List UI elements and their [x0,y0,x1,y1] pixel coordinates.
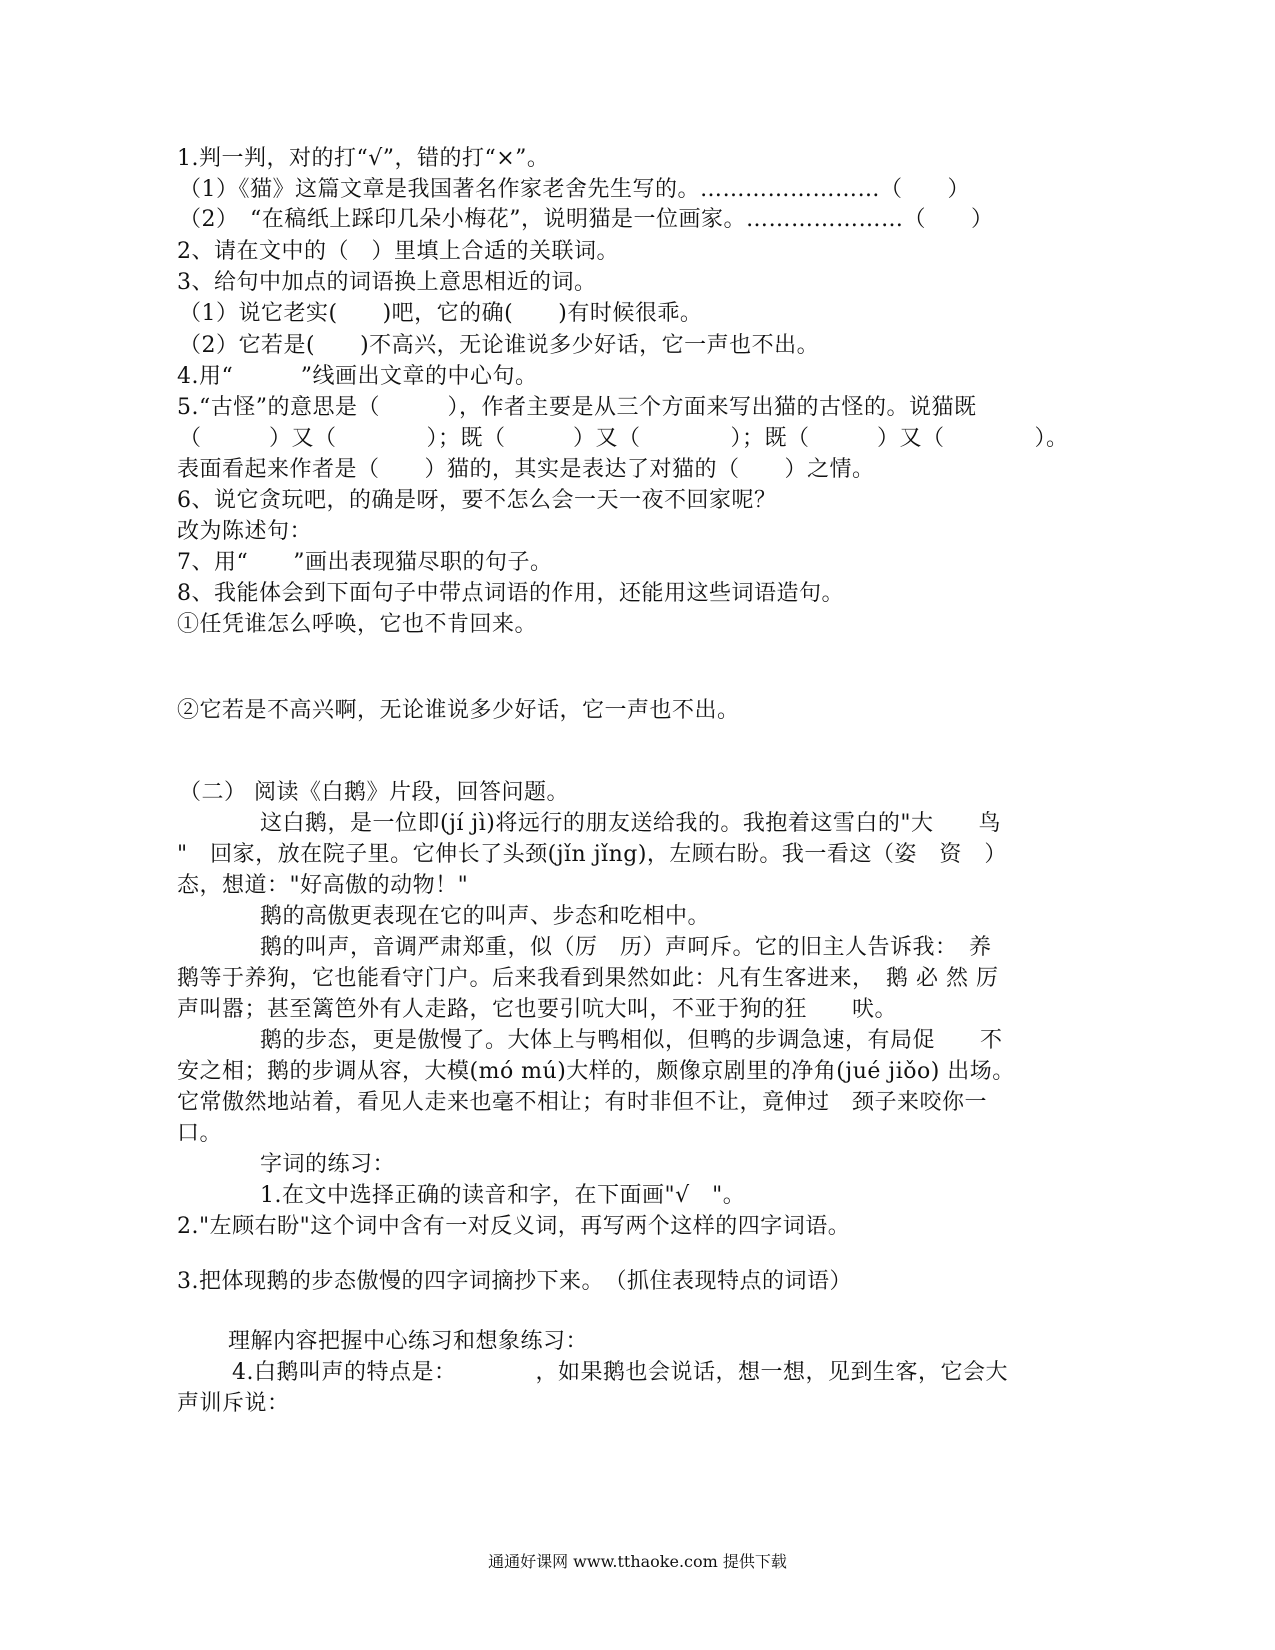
question-6-instruction: 改为陈述句： [177,519,313,544]
question-4: 4.用“ ”线画出文章的中心句。 [177,364,538,389]
comprehension-4-line-1: 4.白鹅叫声的特点是： ，如果鹅也会说话，想一想，见到生客，它会大 [232,1360,1008,1385]
passage-line-7: 声叫嚣；甚至篱笆外有人走路，它也要引吭大叫，不亚于狗的狂 吠。 [177,997,898,1022]
question-6: 6、说它贪玩吧，的确是呀，要不怎么会一天一夜不回家呢？ [177,488,777,513]
question-1-heading: 1.判一判，对的打“√”，错的打“×”。 [177,146,550,171]
passage-line-10: 它常傲然地站着，看见人走来也毫不相让；有时非但不让，竟伸过 颈子来咬你一 [177,1090,988,1115]
question-5-line-2: （ ）又（ ）；既（ ）又（ ）；既（ ）又（ ）。 [179,426,1069,451]
word-exercise-heading: 字词的练习： [260,1152,396,1177]
section-2-heading: （二） 阅读《白鹅》片段，回答问题。 [179,780,569,805]
word-exercise-1: 1.在文中选择正确的读音和字，在下面画"√ "。 [260,1183,746,1208]
question-2: 2、请在文中的（ ）里填上合适的关联词。 [177,239,619,264]
passage-line-5: 鹅的叫声，音调严肃郑重，似（厉 历）声呵斥。它的旧主人告诉我： 养 [260,935,992,960]
passage-line-4: 鹅的高傲更表现在它的叫声、步态和吃相中。 [260,904,711,929]
passage-line-2: " 回家，放在院子里。它伸长了头颈(jǐn jǐng)，左顾右盼。我一看这（姿 资 ） [177,842,1007,867]
word-exercise-2: 2."左顾右盼"这个词中含有一对反义词，再写两个这样的四字词语。 [177,1214,851,1239]
question-5-line-3: 表面看起来作者是（ ）猫的，其实是表达了对猫的（ ）之情。 [177,457,875,482]
footer-credit: 通通好课网 www.tthaoke.com 提供下载 [488,1552,787,1571]
question-5-line-1: 5.“古怪”的意思是（ ），作者主要是从三个方面来写出猫的古怪的。说猫既 [177,395,977,420]
question-8-sentence-2: ②它若是不高兴啊，无论谁说多少好话，它一声也不出。 [177,698,740,723]
question-3-item-1: （1）说它老实( )吧，它的确( )有时候很乖。 [179,301,703,326]
passage-line-6: 鹅等于养狗，它也能看守门户。后来我看到果然如此：凡有生客进来， 鹅 必 然 厉 [177,966,999,991]
word-exercise-3: 3.把体现鹅的步态傲慢的四字词摘抄下来。 （抓住表现特点的词语） [177,1269,852,1294]
passage-line-11: 口。 [177,1121,223,1146]
question-8-sentence-1: ①任凭谁怎么呼唤，它也不肯回来。 [177,612,538,637]
comprehension-4-line-2: 声训斥说： [177,1391,290,1416]
question-3-item-2: （2）它若是( )不高兴，无论谁说多少好话，它一声也不出。 [179,333,820,358]
passage-line-1: 这白鹅，是一位即(jí jì)将远行的朋友送给我的。我抱着这雪白的"大 鸟 [260,811,1001,836]
passage-line-3: 态，想道："好高傲的动物！" [177,873,469,898]
passage-line-9: 安之相；鹅的步调从容，大模(mó mú)大样的，颇像京剧里的净角(jué jiǒo) 出场。 [177,1059,1015,1084]
comprehension-heading: 理解内容把握中心练习和想象练习： [228,1329,589,1354]
question-1-item-1: （1）《猫》这篇文章是我国著名作家老舍先生写的。……………………（ ） [179,177,970,202]
question-7: 7、用“ ”画出表现猫尽职的句子。 [177,550,553,575]
question-8: 8、我能体会到下面句子中带点词语的作用，还能用这些词语造句。 [177,581,844,606]
question-3: 3、给句中加点的词语换上意思相近的词。 [177,270,597,295]
question-1-item-2: （2） “在稿纸上踩印几朵小梅花”，说明猫是一位画家。…………………（ ） [179,207,994,232]
passage-line-8: 鹅的步态，更是傲慢了。大体上与鸭相似，但鸭的步调急速，有局促 不 [260,1028,1003,1053]
